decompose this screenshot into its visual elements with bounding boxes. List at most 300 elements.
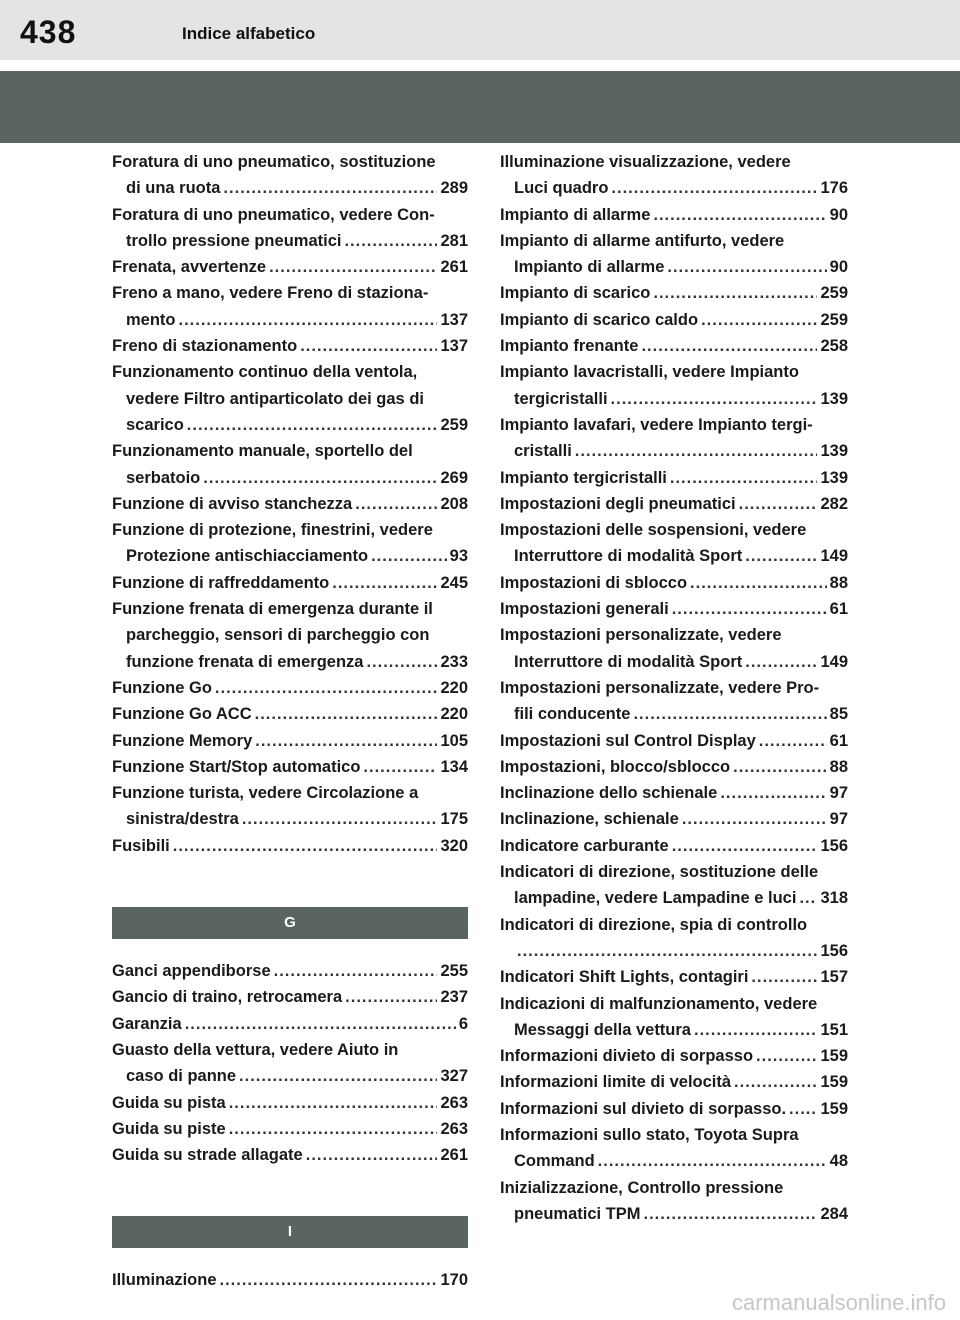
index-entry-text: Impostazioni personalizzate, vedere — [500, 626, 782, 645]
dot-leader — [644, 1201, 818, 1227]
index-entry-page: 318 — [820, 889, 848, 908]
index-entry-line — [500, 517, 848, 543]
dot-leader — [306, 1142, 438, 1168]
index-entry-page: 48 — [829, 1152, 848, 1171]
index-entry — [112, 701, 468, 727]
index-entry-line — [500, 491, 848, 517]
index-entry-line — [500, 1017, 848, 1043]
dot-leader — [694, 1017, 817, 1043]
index-entry-text: Indicatori Shift Lights, contagiri — [500, 968, 749, 987]
index-entry-text: Freno a mano, vedere Freno di staziona- — [112, 284, 429, 303]
index-entry-text: Protezione antischiacciamento — [126, 547, 369, 566]
index-entry-page: 269 — [440, 468, 468, 487]
dot-leader — [690, 570, 827, 596]
dot-leader — [670, 465, 818, 491]
index-entry-line — [112, 307, 468, 333]
index-entry-page: 149 — [820, 547, 848, 566]
index-entry-line — [500, 175, 848, 201]
index-entry-page: 90 — [829, 205, 848, 224]
index-entry-page: 233 — [440, 652, 468, 671]
index-entry-line — [500, 912, 848, 938]
index-entry-text: Funzionamento continuo della ventola, — [112, 363, 418, 382]
dot-leader — [366, 649, 437, 675]
index-entry — [500, 859, 848, 912]
index-entry-line — [112, 543, 468, 569]
index-entry-line — [500, 701, 848, 727]
index-entry — [500, 570, 848, 596]
index-entry-page: 263 — [440, 1119, 468, 1138]
index-entry-line — [112, 1267, 468, 1293]
index-entry-line — [112, 1011, 468, 1037]
index-entry-line — [500, 833, 848, 859]
index-entry-text: cristalli — [514, 442, 572, 461]
index-entry-text: Informazioni sullo stato, Toyota Supra — [500, 1125, 799, 1144]
index-entry-text: Luci quadro — [514, 179, 609, 198]
index-entry-page: 85 — [829, 705, 848, 724]
index-entry-line — [500, 307, 848, 333]
dot-leader — [239, 1063, 437, 1089]
index-entry-page: 88 — [829, 757, 848, 776]
index-entry-text: funzione frenata di emergenza — [126, 652, 364, 671]
index-entry-text: Guida su pista — [112, 1093, 226, 1112]
index-entry-text: Impostazioni generali — [500, 600, 669, 619]
index-entry-page: 6 — [458, 1014, 468, 1033]
index-entry-line — [500, 438, 848, 464]
index-entry-text: Inclinazione dello schienale — [500, 784, 718, 803]
index-entry-text: Impostazioni personalizzate, vedere Pro- — [500, 678, 820, 697]
index-entry-line — [112, 754, 468, 780]
index-entry-text: Impostazioni degli pneumatici — [500, 494, 736, 513]
index-entry-text: Funzione di raffreddamento — [112, 573, 330, 592]
letter-header-g: G — [112, 907, 468, 939]
index-entry-text: Funzione turista, vedere Circolazione a — [112, 784, 419, 803]
dot-leader — [745, 649, 817, 675]
index-entry-line — [500, 675, 848, 701]
index-entry-text: Impianto di scarico caldo — [500, 310, 699, 329]
index-entry — [500, 806, 848, 832]
dot-leader — [611, 386, 818, 412]
index-entry — [500, 622, 848, 675]
letter-header-i: I — [112, 1216, 468, 1248]
index-entry-line — [112, 359, 468, 385]
dot-leader — [215, 675, 438, 701]
index-entry — [112, 438, 468, 491]
index-entry — [500, 517, 848, 570]
index-entry-line — [112, 465, 468, 491]
index-entry — [500, 833, 848, 859]
index-entry-text: fili conducente — [514, 705, 631, 724]
index-entry-page: 61 — [829, 731, 848, 750]
index-entry-text: Indicatori di direzione, spia di controllo — [500, 915, 808, 934]
index-entry-page: 156 — [820, 941, 848, 960]
index-entry — [500, 412, 848, 465]
index-entry — [112, 1116, 468, 1142]
index-entry — [112, 280, 468, 333]
index-entry — [112, 491, 468, 517]
index-entry — [112, 1142, 468, 1168]
index-entry-text: Impianto di scarico — [500, 284, 651, 303]
index-entry — [112, 833, 468, 859]
index-entry-text: Impianto di allarme — [514, 258, 665, 277]
index-entry-text: Guasto della vettura, vedere Aiuto in — [112, 1040, 399, 1059]
index-entry-line — [500, 280, 848, 306]
index-entry-line — [112, 649, 468, 675]
index-entry — [500, 280, 848, 306]
index-entry-text: Impostazioni delle sospensioni, vedere — [500, 521, 807, 540]
dot-leader — [653, 280, 817, 306]
index-entry-line — [500, 1096, 848, 1122]
index-entry-page: 170 — [440, 1271, 468, 1290]
index-entry-text: Funzionamento manuale, sportello del — [112, 442, 413, 461]
index-entry-line — [500, 938, 848, 964]
dot-leader — [344, 228, 437, 254]
index-entry-text: serbatoio — [126, 468, 201, 487]
index-entry-line — [112, 491, 468, 517]
index-block-g — [112, 958, 468, 1168]
index-entry-line — [112, 149, 468, 175]
index-entry-text: Guida su piste — [112, 1119, 226, 1138]
index-entry-text: Informazioni limite di velocità — [500, 1073, 732, 1092]
index-entry — [112, 1037, 468, 1090]
index-entry-text: pneumatici TPM — [514, 1204, 641, 1223]
index-entry-line — [500, 649, 848, 675]
index-entry-text: Funzione Go — [112, 678, 212, 697]
index-entry-text: caso di panne — [126, 1067, 237, 1086]
index-entry — [112, 359, 468, 438]
index-entry-line — [112, 280, 468, 306]
index-entry-page: 176 — [820, 179, 848, 198]
dot-leader — [185, 1011, 456, 1037]
dot-leader — [739, 491, 818, 517]
index-entry-line — [500, 991, 848, 1017]
index-entry-text: Impianto tergicristalli — [500, 468, 667, 487]
index-entry-text: Indicatori di direzione, sostituzione delle — [500, 863, 819, 882]
dot-leader — [751, 964, 817, 990]
index-entry-text: vedere Filtro antiparticolato dei gas di — [126, 389, 424, 408]
index-entry-line — [112, 1142, 468, 1168]
index-entry-line — [500, 596, 848, 622]
index-entry-line — [500, 228, 848, 254]
index-entry — [112, 149, 468, 202]
watermark: carmanualsonline.info — [731, 1290, 946, 1315]
index-entry-line — [500, 1122, 848, 1148]
index-entry-page: 157 — [820, 968, 848, 987]
index-entry-page: 220 — [440, 678, 468, 697]
index-entry-text: Impianto lavacristalli, vedere Impianto — [500, 363, 799, 382]
dot-leader — [799, 885, 817, 911]
dot-leader — [220, 1267, 438, 1293]
index-entry-line — [500, 465, 848, 491]
dot-leader — [633, 701, 826, 727]
index-entry-page: 259 — [820, 310, 848, 329]
index-entry-page: 93 — [449, 547, 468, 566]
index-entry-line — [500, 333, 848, 359]
index-entry — [500, 728, 848, 754]
index-entry-text: Gancio di traino, retrocamera — [112, 988, 343, 1007]
index-entry-text: Impianto lavafari, vedere Impianto tergi- — [500, 415, 813, 434]
dot-leader — [611, 175, 817, 201]
dot-leader — [300, 333, 437, 359]
index-entry-text: Illuminazione — [112, 1271, 217, 1290]
index-entry-line — [112, 412, 468, 438]
index-entry-page: 258 — [820, 337, 848, 356]
index-entry-text: Guida su strade allagate — [112, 1146, 303, 1165]
dot-leader — [229, 1116, 438, 1142]
index-entry — [500, 333, 848, 359]
dot-leader — [229, 1090, 438, 1116]
index-entry — [500, 964, 848, 990]
index-entry-page: 61 — [829, 600, 848, 619]
index-entry-line — [500, 386, 848, 412]
index-entry-text: di una ruota — [126, 179, 221, 198]
index-entry-text: Funzione Memory — [112, 731, 253, 750]
index-entry-text: Funzione frenata di emergenza durante il — [112, 600, 433, 619]
index-entry-line — [112, 596, 468, 622]
index-entry — [112, 780, 468, 833]
index-entry-text: Freno di stazionamento — [112, 337, 298, 356]
index-entry — [500, 675, 848, 728]
index-entry-page: 156 — [820, 836, 848, 855]
index-entry-page: 175 — [440, 810, 468, 829]
index-entry-line — [500, 254, 848, 280]
index-entry-line — [112, 386, 468, 412]
index-entry — [500, 307, 848, 333]
index-entry — [500, 1175, 848, 1228]
index-entry-line — [112, 438, 468, 464]
index-entry-text: Fusibili — [112, 836, 170, 855]
dot-leader — [274, 958, 438, 984]
index-entry-page: 245 — [440, 573, 468, 592]
dot-leader — [203, 465, 437, 491]
index-entry-line — [112, 202, 468, 228]
index-entry-line — [500, 806, 848, 832]
index-entry — [500, 1122, 848, 1175]
dot-leader — [667, 254, 826, 280]
index-entry-line — [500, 149, 848, 175]
index-entry-text: Informazioni divieto di sorpasso — [500, 1047, 754, 1066]
index-entry-page: 105 — [440, 731, 468, 750]
index-entry-page: 320 — [440, 836, 468, 855]
index-entry-line — [112, 517, 468, 543]
index-entry — [112, 958, 468, 984]
index-entry-page: 159 — [820, 1099, 848, 1118]
dot-leader — [223, 175, 437, 201]
index-entry-page: 284 — [820, 1204, 848, 1223]
index-entry — [112, 570, 468, 596]
index-entry-page: 208 — [440, 494, 468, 513]
dot-leader — [789, 1096, 817, 1122]
header-bar — [0, 0, 960, 60]
index-entry-page: 159 — [820, 1047, 848, 1066]
dot-leader — [745, 543, 817, 569]
index-entry-line — [500, 202, 848, 228]
dot-leader — [363, 754, 437, 780]
index-entry-text: mento — [126, 310, 176, 329]
index-entry — [500, 780, 848, 806]
index-block-i — [112, 1267, 468, 1293]
dot-leader — [641, 333, 817, 359]
index-entry-text: trollo pressione pneumatici — [126, 231, 342, 250]
dot-leader — [345, 984, 437, 1010]
index-entry-line — [112, 833, 468, 859]
index-entry — [112, 1090, 468, 1116]
index-entry-page: 220 — [440, 705, 468, 724]
index-entry-page: 289 — [440, 179, 468, 198]
index-entry — [112, 754, 468, 780]
dot-leader — [672, 596, 827, 622]
index-entry-text: Impostazioni sul Control Display — [500, 731, 756, 750]
index-entry-line — [112, 254, 468, 280]
index-entry — [500, 491, 848, 517]
index-entry-line — [500, 780, 848, 806]
index-entry-text: Inclinazione, schienale — [500, 810, 679, 829]
index-entry-line — [112, 1063, 468, 1089]
index-entry-text: Garanzia — [112, 1014, 182, 1033]
index-entry-text: Impianto di allarme antifurto, vedere — [500, 231, 785, 250]
index-entry — [112, 675, 468, 701]
index-entry-page: 88 — [829, 573, 848, 592]
index-entry-page: 151 — [820, 1020, 848, 1039]
index-entry-page: 159 — [820, 1073, 848, 1092]
dot-leader — [355, 491, 437, 517]
index-entry-text: Funzione di protezione, finestrini, vedere — [112, 521, 433, 540]
dot-leader — [173, 833, 438, 859]
index-entry — [500, 202, 848, 228]
index-column-left — [112, 149, 468, 1294]
index-entry — [112, 202, 468, 255]
index-entry — [500, 991, 848, 1044]
index-entry-line — [500, 964, 848, 990]
index-entry-line — [500, 1148, 848, 1174]
index-entry-text: Impianto di allarme — [500, 205, 651, 224]
index-entry-text: lampadine, vedere Lampadine e luci — [514, 889, 797, 908]
index-entry-text: Foratura di uno pneumatico, sostituzione — [112, 153, 436, 171]
index-entry-line — [500, 728, 848, 754]
index-entry-page: 97 — [829, 784, 848, 803]
dot-leader — [759, 728, 827, 754]
page-number: 438 — [20, 14, 77, 50]
index-entry-page: 149 — [820, 652, 848, 671]
index-entry-page: 139 — [820, 442, 848, 461]
index-entry-line — [112, 984, 468, 1010]
index-entry-page: 139 — [820, 389, 848, 408]
header-banner — [0, 71, 960, 143]
dot-leader — [371, 543, 447, 569]
index-entry-page: 255 — [440, 962, 468, 981]
index-entry-page: 281 — [440, 231, 468, 250]
dot-leader — [734, 1069, 817, 1095]
dot-leader — [517, 938, 817, 964]
index-entry — [500, 228, 848, 281]
index-entry — [112, 596, 468, 675]
index-entry-text: Interruttore di modalità Sport — [514, 652, 743, 671]
index-entry — [112, 1267, 468, 1293]
dot-leader — [653, 202, 826, 228]
index-entry-page: 139 — [820, 468, 848, 487]
index-entry-page: 261 — [440, 258, 468, 277]
index-entry-line — [500, 885, 848, 911]
index-entry-line — [500, 570, 848, 596]
index-entry-text: Funzione di avviso stanchezza — [112, 494, 353, 513]
dot-leader — [332, 570, 437, 596]
index-entry-line — [500, 543, 848, 569]
index-entry-line — [500, 754, 848, 780]
index-entry-line — [112, 675, 468, 701]
index-entry-page: 282 — [820, 494, 848, 513]
index-entry-text: Funzione Start/Stop automatico — [112, 757, 361, 776]
index-entry — [112, 984, 468, 1010]
index-entry-line — [500, 622, 848, 648]
index-entry — [112, 333, 468, 359]
index-entry-page: 259 — [820, 284, 848, 303]
index-entry-line — [112, 728, 468, 754]
index-entry — [500, 596, 848, 622]
index-entry-line — [500, 1043, 848, 1069]
index-entry-line — [500, 1175, 848, 1201]
index-entry-page: 237 — [440, 988, 468, 1007]
index-entry — [112, 254, 468, 280]
dot-leader — [672, 833, 818, 859]
index-block-f — [112, 149, 468, 859]
index-entry-page: 137 — [440, 337, 468, 356]
index-entry-page: 134 — [440, 757, 468, 776]
index-entry-line — [500, 359, 848, 385]
dot-leader — [255, 728, 437, 754]
index-entry-text: parcheggio, sensori di parcheggio con — [126, 626, 430, 645]
index-entry-line — [112, 570, 468, 596]
index-entry — [500, 359, 848, 412]
index-entry — [112, 517, 468, 570]
index-entry — [500, 465, 848, 491]
index-entry-text: Illuminazione visualizzazione, vedere — [500, 153, 791, 171]
index-entry-line — [112, 958, 468, 984]
index-entry-text: scarico — [126, 415, 184, 434]
index-entry-text: Inizializzazione, Controllo pressione — [500, 1178, 784, 1197]
index-entry-text: Command — [514, 1152, 595, 1171]
index-entry-text: tergicristalli — [514, 389, 608, 408]
index-entry-line — [112, 228, 468, 254]
index-column-right — [500, 149, 848, 1227]
index-entry-text: Indicazioni di malfunzionamento, vedere — [500, 994, 818, 1013]
index-entry-text: Frenata, avvertenze — [112, 258, 267, 277]
dot-leader — [255, 701, 438, 727]
index-entry-line — [112, 1090, 468, 1116]
index-entry-line — [112, 333, 468, 359]
dot-leader — [187, 412, 438, 438]
dot-leader — [575, 438, 818, 464]
dot-leader — [242, 806, 438, 832]
dot-leader — [701, 307, 817, 333]
index-entry-line — [112, 701, 468, 727]
index-entry-text: sinistra/destra — [126, 810, 239, 829]
index-entry-text: Impostazioni di sblocco — [500, 573, 688, 592]
index-entry — [112, 728, 468, 754]
index-entry-text: Informazioni sul divieto di sorpasso. — [500, 1099, 787, 1118]
index-entry-page: 261 — [440, 1146, 468, 1165]
index-entry-line — [112, 780, 468, 806]
index-entry-text: Impostazioni, blocco/sblocco — [500, 757, 731, 776]
dot-leader — [598, 1148, 827, 1174]
index-entry — [500, 754, 848, 780]
index-entry-page: 259 — [440, 415, 468, 434]
index-entry-text: Interruttore di modalità Sport — [514, 547, 743, 566]
index-entry — [500, 912, 848, 965]
index-entry-text: Funzione Go ACC — [112, 705, 252, 724]
index-entry-line — [112, 1116, 468, 1142]
dot-leader — [179, 307, 438, 333]
index-entry-text: Indicatore carburante — [500, 836, 669, 855]
index-entry-page: 137 — [440, 310, 468, 329]
